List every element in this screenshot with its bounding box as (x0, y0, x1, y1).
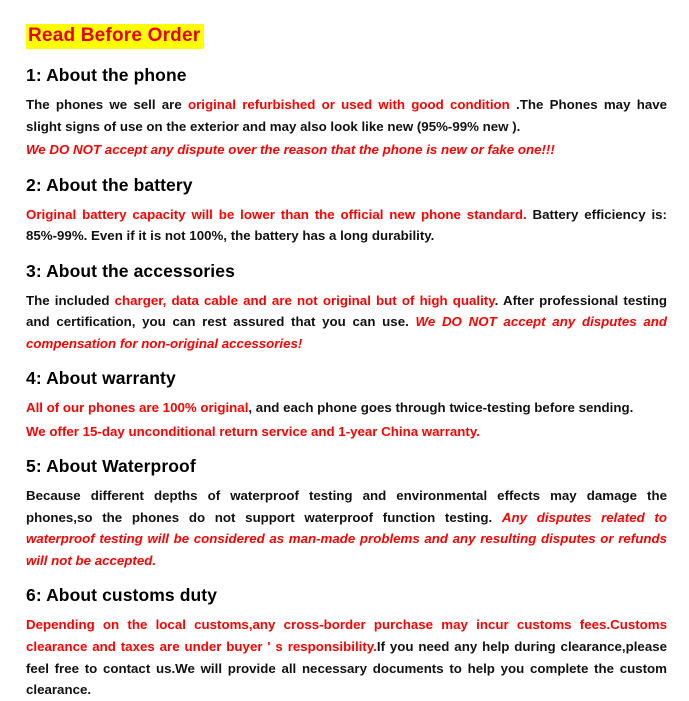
text-run: Battery efficiency is: 85%-99%. Even if it is not 100%, the battery has a long durability. (26, 206, 667, 244)
text-run: . After professional testing and certification, you can rest assured that you can use. (26, 292, 667, 330)
section-paragraph (26, 204, 667, 247)
text-run: Depending on the local customs,any cross-border purchase may incur customs fees.Customs clearance and taxes are under buyer ' s responsibility. (26, 617, 667, 654)
text-run: original refurbished or used with good condition (187, 97, 510, 112)
text-run: Original battery capacity will be lower than the official new phone standard. (26, 206, 527, 222)
text-run: If you need any help during clearance,please feel free to contact us.We will provide all necessary documents to help you complete the custom clearance. (26, 638, 667, 698)
section-paragraph (26, 421, 667, 443)
section-paragraph (26, 614, 667, 700)
document-section (26, 585, 667, 700)
text-run: We offer 15-day unconditional return service and 1-year China warranty. (26, 423, 480, 439)
document-section (26, 368, 667, 442)
text-run: All of our phones are 100% original (26, 400, 249, 416)
text-run: Any disputes related to waterproof testing will be considered as man-made problems and any resulting disputes or refunds will not be accepted. (26, 509, 667, 568)
document-section (26, 175, 667, 247)
section-paragraph (26, 485, 667, 571)
text-run: Because different depths of waterproof testing and environmental effects may damage the phones,so the phones do not support waterproof function testing. (26, 488, 667, 525)
document-section (26, 261, 667, 355)
text-run: We DO NOT accept any disputes and compensation for non-original accessories! (26, 314, 667, 351)
section-paragraph (26, 94, 667, 137)
section-heading: 3: About the accessories (26, 260, 235, 281)
section-heading: 5: About Waterproof (26, 456, 196, 477)
section-heading: 6: About customs duty (26, 585, 218, 606)
text-run: charger, data cable and are not original but of high quality (114, 292, 495, 308)
section-paragraph (26, 139, 667, 161)
sections-container (26, 65, 667, 701)
section-heading: 2: About the battery (26, 174, 193, 195)
text-run: .The Phones may have slight signs of use on the exterior and may also look like new (95%-99% new ). (26, 97, 668, 134)
section-paragraph (26, 290, 667, 355)
text-run: , and each phone goes through twice-testing before sending. (248, 400, 634, 416)
text-run: The included (26, 292, 115, 308)
page-title: Read Before Order (26, 24, 204, 49)
text-run: We DO NOT accept any dispute over the reason that the phone is new or fake one!!! (26, 142, 555, 158)
document-section (26, 456, 667, 571)
section-heading: 4: About warranty (26, 368, 176, 389)
section-paragraph (26, 397, 667, 419)
document-section (26, 65, 667, 161)
text-run: The phones we sell are (26, 97, 188, 112)
section-heading: 1: About the phone (26, 65, 187, 85)
